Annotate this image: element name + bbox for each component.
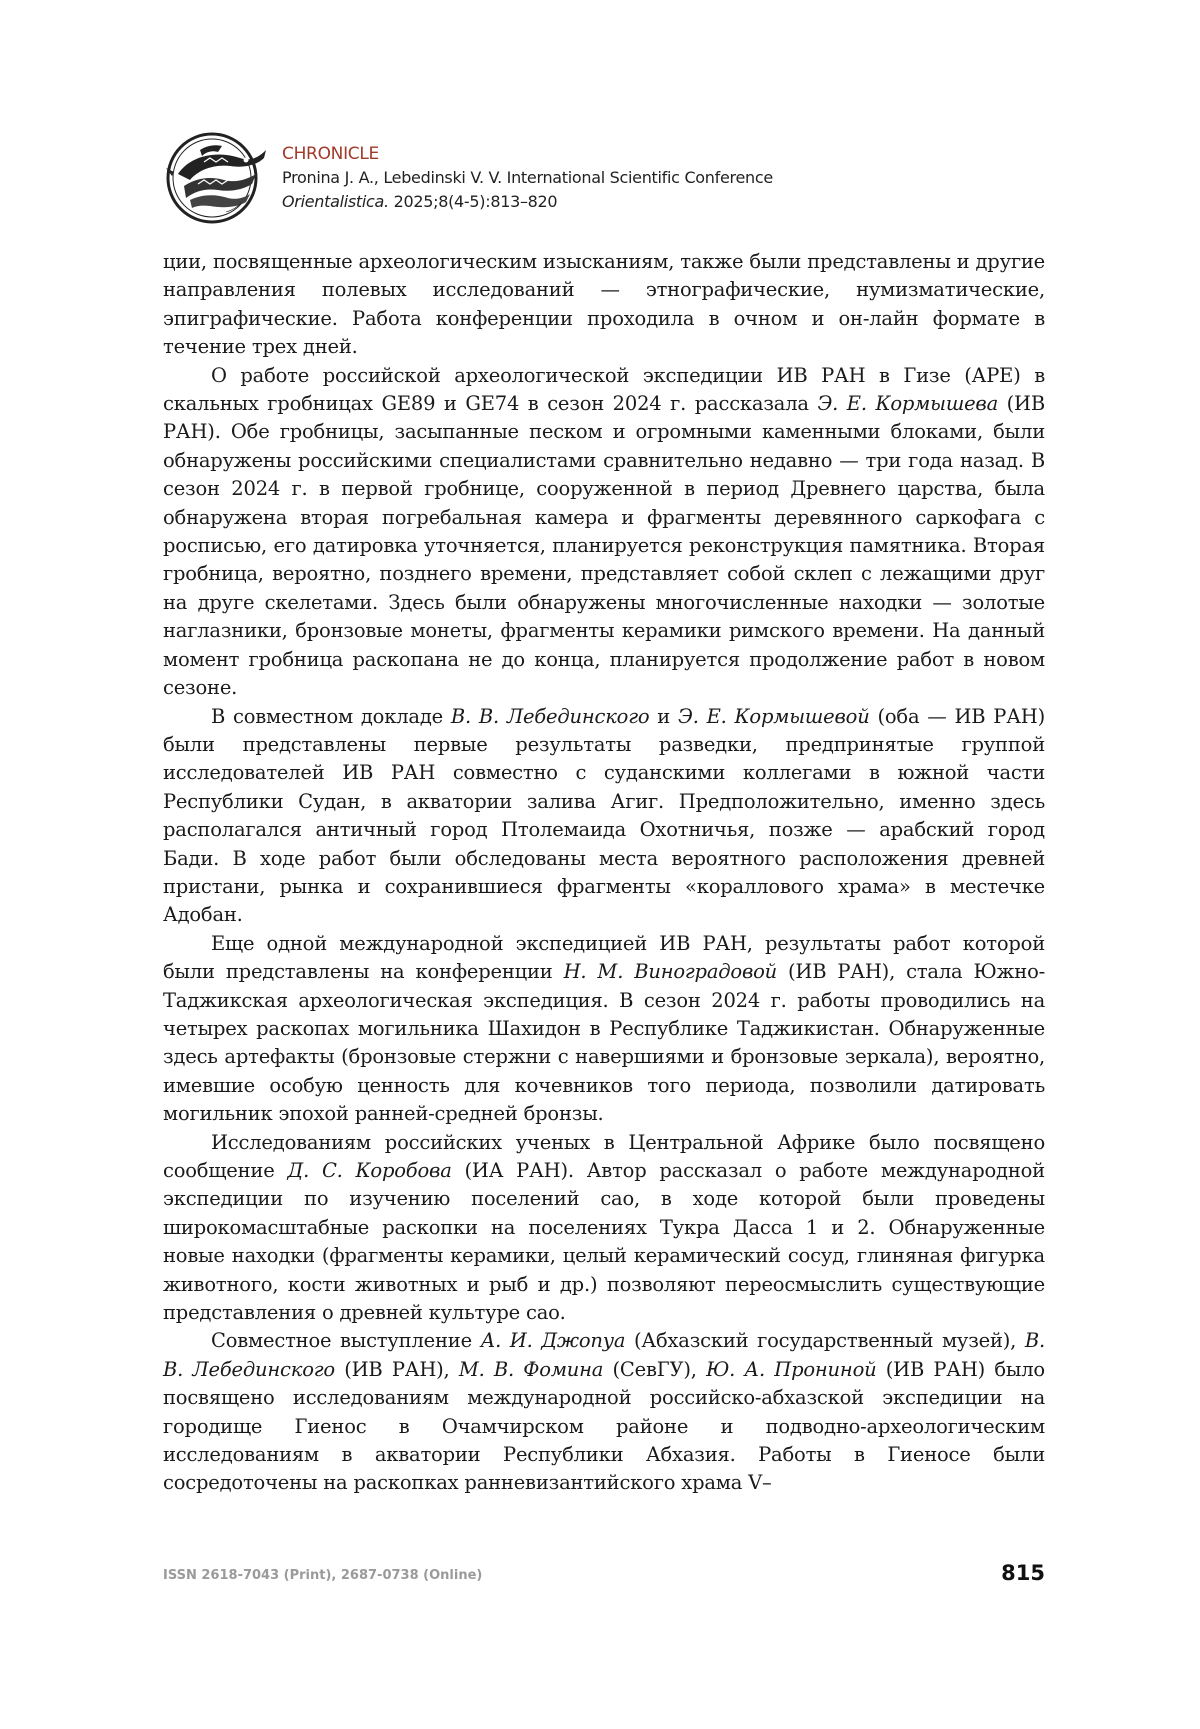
author-name: Э. Е. Кормышева (817, 392, 999, 416)
page-number: 815 (1001, 1561, 1045, 1585)
paragraph-4 (163, 930, 1045, 1129)
journal-name: Orientalistica. (282, 192, 389, 211)
text-run: О работе российской археологической экспедиции ИВ РАН в Гизе (АРЕ) в скальных гробницах GE89 и GE74 в сезон 2024 г. рассказала (163, 363, 1045, 416)
text-run: Еще одной международной экспедицией ИВ РАН, результаты работ которой были представлены на конференции (163, 931, 1045, 984)
paragraph-3 (163, 703, 1045, 930)
journal-logo (160, 128, 270, 228)
text-run: Совместное выступление (211, 1329, 481, 1353)
article-body (163, 248, 1045, 1498)
paragraph-6 (163, 1327, 1045, 1497)
text-run: (оба — ИВ РАН) были представлены первые результаты разведки, предпринятые группой исследователей ИВ РАН совместно с суданскими коллегами в южной части Республики Судан, в акватории залива Агиг. Предположительно, именно здесь располагался античный город Птолемаида Охотничья, позже — арабский город Бади. В ходе работ были обследованы места вероятного расположения древней пристани, рынка и сохранившиеся фрагменты «кораллового храма» в местечке Адобан. (163, 704, 1045, 927)
paragraph-1: ции, посвященные археологическим изысканиям, также были представлены и другие направления полевых исследований — этнографические, нумизматические, эпиграфические. Работа конференции проходила в очном и он-лайн формате в течение трех дней. (163, 250, 1045, 359)
text-run: и (649, 704, 678, 728)
header-citation-block (282, 142, 773, 214)
text-run: (ИВ РАН), стала Южно-Таджикская археологическая экспедиция. В сезон 2024 г. работы проводились на четырех раскопах могильника Шахидон в Республике Таджикистан. Обнаруженные здесь артефакты (бронзовые стержни с навершиями и бронзовые зеркала), вероятно, имевшие особую ценность для кочевников того периода, позволили датировать могильник эпохой ранней-средней бронзы. (163, 960, 1045, 1126)
text-run: В совместном докладе (211, 704, 451, 728)
author-name: В. В. Лебединского (163, 1329, 1045, 1381)
author-name: Н. М. Виноградовой (563, 960, 777, 984)
author-name: Э. Е. Кормышевой (678, 704, 870, 728)
text-run: (Абхазский государственный музей), (625, 1329, 1025, 1353)
author-name: Д. С. Коробова (287, 1159, 452, 1182)
paragraph-5 (163, 1129, 1045, 1328)
citation-title: Pronina J. A., Lebedinski V. V. International Scientific Conference (282, 168, 773, 187)
citation-journal (282, 190, 773, 214)
journal-details: 2025;8(4-5):813–820 (393, 192, 558, 211)
text-run: (СевГУ), (603, 1357, 707, 1381)
author-name: В. В. Лебединского (450, 704, 650, 728)
author-name: М. В. Фомина (458, 1357, 604, 1381)
author-name: А. И. Джопуа (480, 1329, 626, 1353)
author-name: Ю. А. Прониной (706, 1357, 877, 1381)
text-run: (ИВ РАН). Обе гробницы, засыпанные песком и огромными каменными блоками, были обнаружены российскими специалистами сравнительно недавно — три года назад. В сезон 2024 г. в первой гробнице, сооруженной в период Древнего царства, была обнаружена вторая погребальная камера и фрагменты деревянного саркофага с росписью, его датировка уточняется, планируется реконструкция памятника. Вторая гробница, вероятно, позднего времени, представляет собой склеп с лежащими друг на друге скелетами. Здесь были обнаружены многочисленные находки — золотые наглазники, бронзовые монеты, фрагменты керамики римского времени. На данный момент гробница раскопана не до конца, планируется продолжение работ в новом сезоне. (163, 392, 1045, 700)
text-run: (ИВ РАН), (334, 1357, 459, 1381)
section-label: CHRONICLE (282, 144, 379, 164)
page-header (160, 128, 1060, 228)
text-run: (ИВ РАН) было посвящено исследованиям международной российско-абхазской экспедиции на городище Гиенос в Очамчирском районе и подводно-археологическим исследованиям в акватории Республики Абхазия. Работы в Гиеносе были сосредоточены на раскопках ранневизантийского храма V– (163, 1357, 1045, 1495)
footer-issn: ISSN 2618-7043 (Print), 2687-0738 (Online) (163, 1568, 483, 1583)
paragraph-2 (163, 362, 1045, 703)
text-run: Исследованиям российских ученых в Центральной Африке было посвящено сообщение (163, 1130, 1045, 1182)
text-run: (ИА РАН). Автор рассказал о работе международной экспедиции по изучению поселений сао, в ходе которой были проведены широкомасштабные раскопки на поселениях Тукра Дасса 1 и 2. Обнаруженные новые находки (фрагменты керамики, целый керамический сосуд, глиняная фигурка животного, кости животных и рыб и др.) позволяют переосмыслить существующие представления о древней культуре сао. (163, 1159, 1045, 1325)
